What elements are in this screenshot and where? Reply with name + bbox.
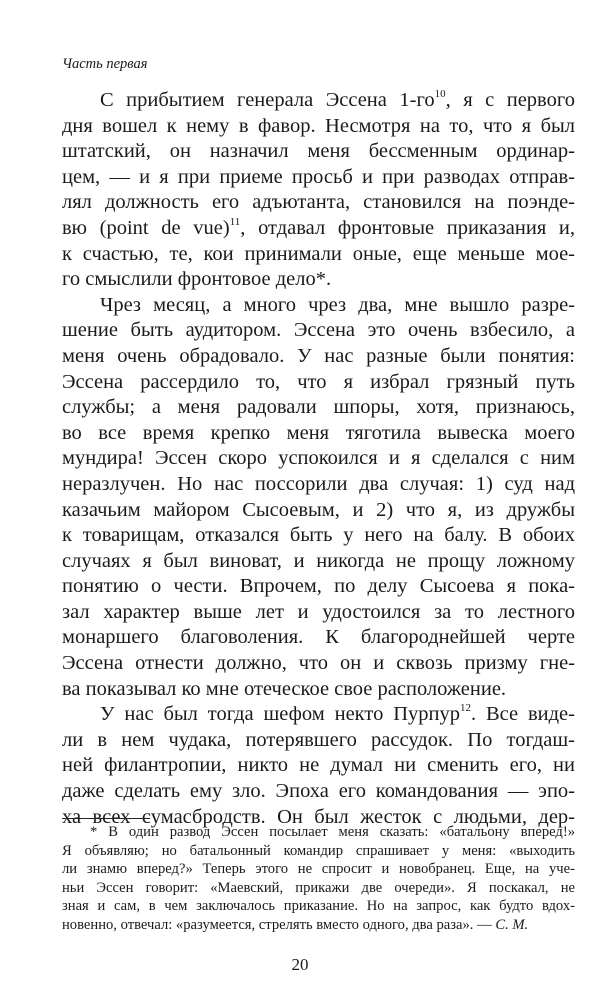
body-line [62, 370, 575, 396]
text-segment: зная и сам, в чем заключалось приказание. Но на запрос, как будто вдох- [62, 898, 575, 915]
page-number: 20 [291, 955, 309, 974]
body-line [62, 472, 575, 498]
body-line [62, 779, 575, 805]
text-segment: , я с первого [445, 89, 575, 111]
body-line [62, 446, 575, 472]
footnote-line [62, 823, 575, 842]
text-segment: ньи Эссен говорит: «Маевский, прикажи две очереди». Я поскакал, не [62, 879, 575, 896]
text-segment: понятию о чести. Впрочем, по делу Сысоева я пока- [62, 575, 575, 598]
text-segment: неразлучен. Но нас поссорили два случая: 1) суд над [62, 472, 575, 495]
body-line [62, 242, 575, 268]
body-line [62, 728, 575, 754]
body-line [62, 651, 575, 677]
text-segment: ха всех сумасбродств. Он был жесток с людьми, дер- [62, 805, 575, 828]
text-segment: казачьим майором Сысоевым, и 2) что я, из дружбы [62, 498, 575, 521]
text-segment: ли знамю вперед?» Теперь этого не спросит и новобранец. Еще, на уче- [62, 861, 575, 878]
text-segment: новенно, отвечал: «разумеется, стрелять вместо одного, два раза». — [62, 916, 496, 933]
body-line [62, 395, 575, 421]
body-line [62, 216, 575, 242]
body-line [62, 318, 575, 344]
text-segment: к счастью, те, кои принимали оные, еще меньше мое- [62, 242, 575, 265]
text-segment: ва показывал ко мне отеческое свое расположение. [62, 677, 507, 700]
body-line [62, 114, 575, 140]
text-segment: меня очень обрадовало. У нас разные были понятия: [62, 344, 575, 367]
text-segment: монаршего благоволения. К благороднейшей черте [62, 626, 575, 649]
body-line [62, 600, 575, 626]
text-segment: го смыслили фронтовое дело*. [62, 268, 332, 291]
body-line [62, 139, 575, 165]
body-line [62, 344, 575, 370]
body-line [62, 88, 575, 114]
text-segment: зал характер выше лет и удостоился за то лестного [62, 600, 575, 623]
body-line [62, 190, 575, 216]
body-line [62, 293, 575, 319]
text-segment: С. М. [495, 916, 529, 933]
body-line [62, 549, 575, 575]
text-segment: * В один развод Эссен посылает меня сказать: «батальону вперед!» [90, 824, 575, 840]
footnote-reference: 11 [229, 215, 241, 228]
text-segment: дня вошел к нему в фавор. Несмотря на то, что я был [62, 114, 575, 137]
footnote-line [62, 842, 575, 861]
text-segment: во все время крепко меня тяготила вывеска моего [62, 421, 575, 444]
body-line [62, 753, 575, 779]
footnote-line [62, 897, 575, 916]
footnote-line [62, 916, 575, 935]
footnote-line [62, 879, 575, 898]
text-segment: вю (point de vue) [62, 216, 230, 239]
text-segment: ней филантропии, никто не думал ни сменить его, ни [62, 754, 575, 777]
footnote-line [62, 860, 575, 879]
body-line [62, 267, 575, 293]
text-segment: Эссена отнести должно, что он и сквозь призму гне- [62, 652, 575, 675]
running-head: Часть первая [62, 56, 148, 72]
text-segment: , отдавал фронтовые приказания и, [240, 216, 575, 239]
text-segment: Эссена рассердило то, что я избрал грязный путь [62, 370, 575, 393]
text-segment: шение быть аудитором. Эссена это очень взбесило, а [62, 319, 575, 342]
body-line [62, 523, 575, 549]
text-segment: У нас был тогда шефом некто Пурпур [100, 703, 460, 726]
text-segment: лял должность его адъютанта, становился на поэнде- [62, 191, 575, 214]
text-segment: Чрез месяц, а много чрез два, мне вышло разре- [100, 293, 575, 316]
text-segment: мундира! Эссен скоро успокоился и я сделался с ним [62, 447, 575, 470]
text-segment: штатский, он назначил меня бессменным ординар- [62, 140, 575, 163]
body-line [62, 498, 575, 524]
text-segment: ли в нем чудака, потерявшего рассудок. По тогдаш- [62, 728, 575, 751]
body-line [62, 574, 575, 600]
body-line [62, 702, 575, 728]
body-line [62, 625, 575, 651]
text-segment: службы; а меня радовали шпоры, хотя, признаюсь, [62, 396, 575, 419]
body-text [62, 88, 575, 830]
footnote-reference: 12 [459, 702, 471, 715]
text-segment: цем, — и я при приеме просьб и при разводах отправ- [62, 165, 575, 188]
text-segment: Я объявляю; но батальонный командир спрашивает у меня: «выходить [62, 842, 575, 859]
body-line [62, 165, 575, 191]
footnote-divider [62, 818, 150, 819]
body-line [62, 677, 575, 703]
footnote-reference: 10 [434, 88, 446, 100]
text-segment: даже сделать ему зло. Эпоха его командования — эпо- [62, 780, 575, 803]
text-segment: С прибытием генерала Эссена 1-го [100, 89, 435, 111]
body-line [62, 421, 575, 447]
text-segment: к товарищам, отказался быть у него на балу. В обоих [62, 524, 575, 547]
text-segment: . Все виде- [470, 703, 575, 726]
text-segment: случаях я был виноват, и никогда не прощу ложному [62, 549, 575, 572]
footnote [62, 823, 575, 935]
